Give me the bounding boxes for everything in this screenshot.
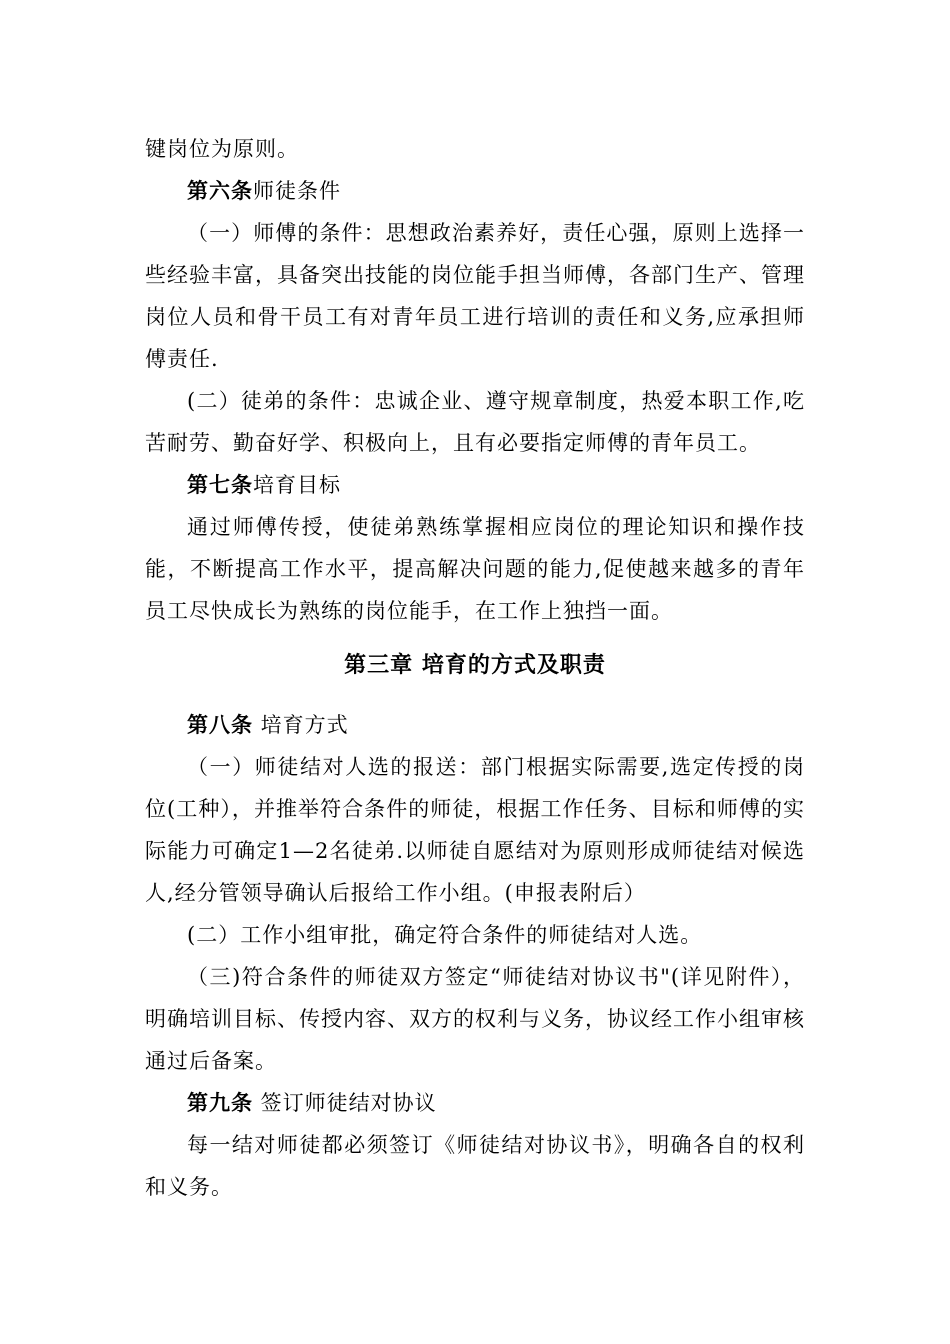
article-6-title: 师徒条件 <box>253 179 341 203</box>
article-6-heading <box>145 170 805 212</box>
article-7-heading <box>145 464 805 506</box>
paragraph-apprentice-conditions: (二）徒弟的条件：忠诚企业、遵守规章制度，热爱本职工作,吃苦耐劳、勤奋好学、积极向上，且有必要指定师傅的青年员工。 <box>145 389 805 455</box>
paragraph-training-goal: 通过师傅传授，使徒弟熟练掌握相应岗位的理论知识和操作技能，不断提高工作水平，提高解决问题的能力,促使越来越多的青年员工尽快成长为熟练的岗位能手，在工作上独挡一面。 <box>145 515 805 623</box>
article-9-heading <box>145 1082 805 1124</box>
article-8-number: 第八条 <box>187 712 253 737</box>
article-9-title: 签订师徒结对协议 <box>253 1091 437 1115</box>
paragraph-continuation: 键岗位为原则。 <box>145 137 299 161</box>
paragraph-agreement-rights: 每一结对师徒都必须签订《师徒结对协议书》，明确各自的权利和义务。 <box>145 1133 805 1199</box>
paragraph-sign-agreement: （三)符合条件的师徒双方签定“师徒结对协议书"(详见附件），明确培训目标、传授内容、双方的权利与义务，协议经工作小组审核通过后备案。 <box>145 965 805 1073</box>
chapter-3-title: 第三章 培育的方式及职责 <box>344 652 606 678</box>
article-8-title: 培育方式 <box>253 713 349 737</box>
paragraph-candidate-submission: （一）师徒结对人选的报送：部门根据实际需要,选定传授的岗位(工种），并推举符合条件的师徒，根据工作任务、目标和师傅的实际能力可确定1—2名徒弟.以师徒自愿结对为原则形成师徒结对候选人,经分管领导确认后报给工作小组。(申报表附后） <box>145 755 805 905</box>
document-body <box>145 128 805 1208</box>
article-7-title: 培育目标 <box>253 473 341 497</box>
article-7-number: 第七条 <box>187 472 253 497</box>
article-6-number: 第六条 <box>187 178 253 203</box>
article-8-heading <box>145 704 805 746</box>
paragraph-group-approval: (二）工作小组审批，确定符合条件的师徒结对人选。 <box>187 923 703 947</box>
paragraph-master-conditions: （一）师傅的条件：思想政治素养好，责任心强，原则上选择一些经验丰富，具备突出技能的岗位能手担当师傅，各部门生产、管理岗位人员和骨干员工有对青年员工进行培训的责任和义务,应承担师傅责任. <box>145 221 805 371</box>
article-9-number: 第九条 <box>187 1090 253 1115</box>
